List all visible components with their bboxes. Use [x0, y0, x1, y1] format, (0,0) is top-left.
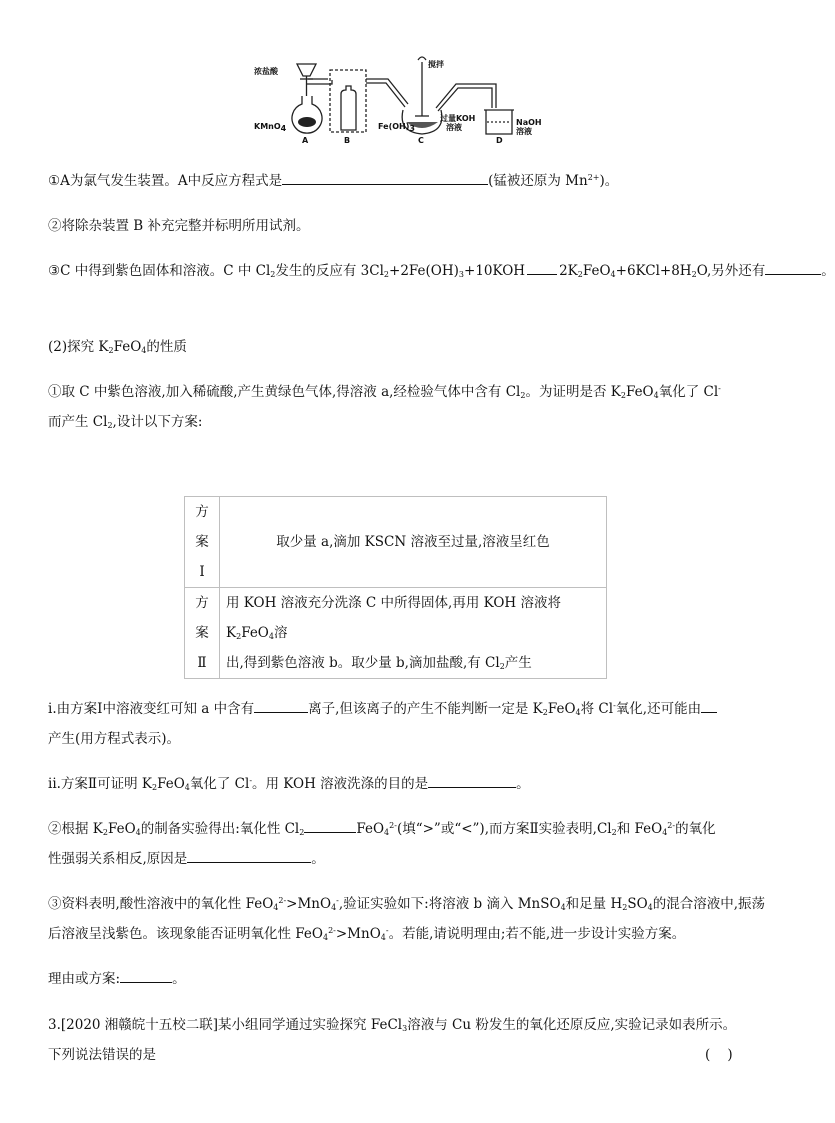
q2-line-1: ①取 C 中紫色溶液,加入稀硫酸,产生黄绿色气体,得溶液 a,经检验气体中含有 $Cl_2$。为证明是否 $K_2FeO_4$氧化了 Cl- — [48, 384, 721, 400]
table-row — [185, 497, 607, 588]
q3-i-line-2: 产生(用方程式表示)。 — [48, 731, 181, 747]
answer-blank[interactable] — [282, 172, 488, 185]
table-row — [185, 588, 607, 679]
q4-line-1: 3.[2020 湘赣皖十五校二联]某小组同学通过实验探究 FeCl$_3$溶液与 Cu 粉发生的氧化还原反应,实验记录如表所示。 — [48, 1017, 737, 1033]
answer-blank[interactable] — [304, 820, 356, 833]
label-kmno4: KMnO$_4$ — [254, 122, 287, 133]
q2-title: (2)探究 $K_2FeO_4$的性质 — [48, 339, 187, 355]
label-stir: 搅拌 — [428, 60, 444, 69]
label-naoh: NaOH 溶液 — [516, 118, 542, 136]
answer-blank[interactable] — [187, 850, 311, 863]
label-koh: 过量KOH 溶液 — [440, 114, 476, 132]
answer-blank[interactable] — [765, 262, 821, 275]
scheme-2-label: 方案 Ⅱ — [185, 588, 220, 679]
label-a: A — [302, 136, 309, 145]
q4-line-2: 下列说法错误的是 — [48, 1047, 156, 1063]
apparatus-drawing — [250, 52, 550, 147]
label-c: C — [418, 136, 424, 145]
answer-blank[interactable] — [701, 700, 717, 713]
answer-blank[interactable] — [254, 700, 308, 713]
q1-line-2: ②将除杂装置 B 补充完整并标明所用试剂。 — [48, 218, 310, 234]
apparatus-figure — [250, 52, 550, 147]
q3-ii-line: ii.方案Ⅱ可证明 $K_2FeO_4$氧化了 Cl-。用 KOH 溶液洗涤的目的是 。 — [48, 776, 530, 792]
scheme-1-text: 取少量 a,滴加 KSCN 溶液至过量,溶液呈红色 — [220, 497, 607, 588]
q2-line-2: 而产生 $Cl_2$,设计以下方案: — [48, 414, 203, 430]
q1-line-3: ③C 中得到紫色固体和溶液。C 中 $Cl_2$发生的反应有 $3Cl_2+2Fe(OH)_3+10KOH$ $2K_2FeO_4+6KCl+8H_2O$,另外还有 。 — [48, 263, 835, 279]
scheme-2-text: 用 KOH 溶液充分洗涤 C 中所得固体,再用 KOH 溶液将 $K_2FeO_4$溶 出,得到紫色溶液 b。取少量 b,滴加盐酸,有 $Cl_2$产生 — [220, 588, 607, 679]
label-hcl: 浓盐酸 — [254, 67, 278, 76]
answer-parentheses[interactable]: ( ) — [705, 1047, 733, 1063]
equals-sign — [527, 267, 557, 275]
label-feoh3: $Fe(OH)_3$ — [378, 122, 415, 133]
q3-p3-line-2: 后溶液呈浅紫色。该现象能否证明氧化性 FeO$_4^{2-}$>MnO$_4$-。若能,请说明理由;若不能,进一步设计实验方案。 — [48, 926, 686, 942]
label-b: B — [344, 136, 351, 145]
scheme-1-label: 方案 Ⅰ — [185, 497, 220, 588]
q3-p2-line-2: 性强弱关系相反,原因是 。 — [48, 851, 325, 867]
q3-p2-line-1: ②根据 $K_2FeO_4$的制备实验得出:氧化性 $Cl_2$ FeO$_4^{2-}$(填“>”或“<”),而方案Ⅱ实验表明$,Cl_2$和 FeO$_4^{2-}$的氧化 — [48, 821, 716, 837]
label-d: D — [496, 136, 503, 145]
q3-i-line-1: i.由方案Ⅰ中溶液变红可知 a 中含有 离子,但该离子的产生不能判断一定是 $K_2FeO_4$将 Cl-氧化,还可能由 — [48, 700, 717, 718]
q3-p3-line-1: ③资料表明,酸性溶液中的氧化性 FeO$_4^{2-}$>MnO$_4$-,验证实验如下:将溶液 b 滴入 MnSO$_4$和足量 $H_2SO_4$的混合溶液中,振荡 — [48, 896, 766, 912]
scheme-table — [184, 496, 607, 679]
answer-blank[interactable] — [120, 970, 172, 983]
answer-blank[interactable] — [428, 775, 516, 788]
q1-line-1: ①A为氯气发生装置。A中反应方程式是 (锰被还原为 $Mn^{2+}$)。 — [48, 173, 619, 189]
q3-p4-line: 理由或方案: 。 — [48, 971, 186, 987]
